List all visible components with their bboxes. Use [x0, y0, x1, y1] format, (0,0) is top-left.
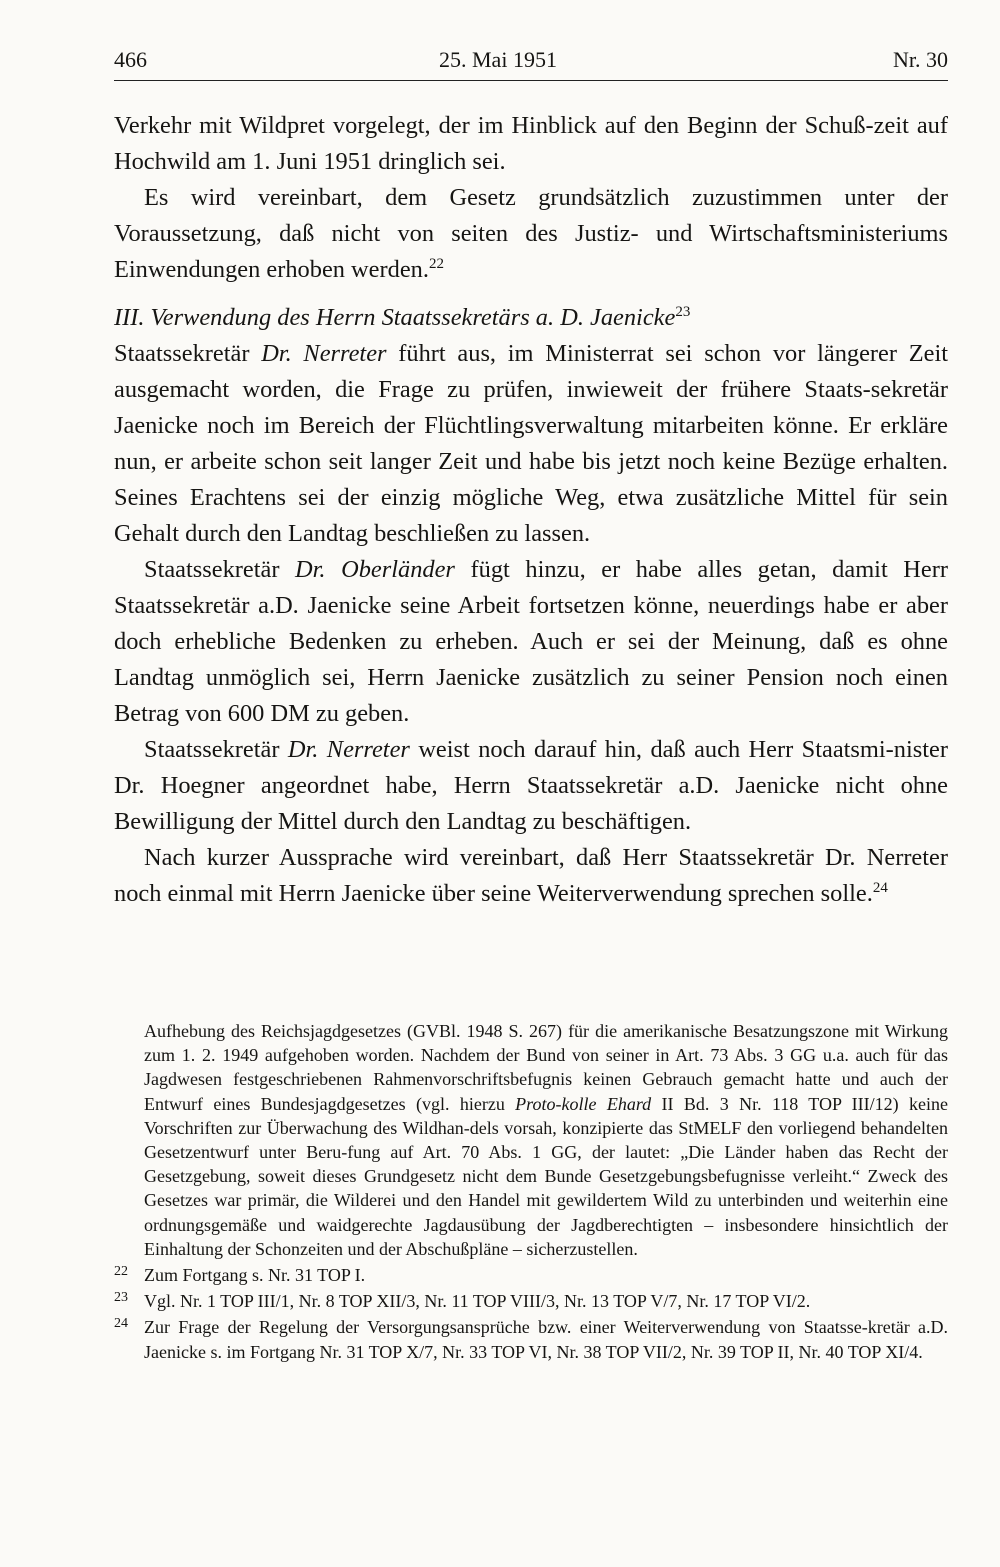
session-date: 25. Mai 1951: [439, 47, 557, 72]
paragraph-6: [114, 840, 948, 912]
footnote-ref-22[interactable]: 22: [428, 256, 444, 272]
paragraph-3: [114, 336, 948, 552]
footnote-23: [114, 1289, 948, 1313]
paragraph-5-lead: Staatssekretär: [144, 736, 288, 763]
paragraph-1-text: Verkehr mit Wildpret vorgelegt, der im Hinblick auf den Beginn der Schuß-zeit auf Hochwild am 1. Juni 1951 dringlich sei.: [114, 112, 948, 175]
footnote-continued-text-b: II Bd. 3 Nr. 118 TOP III/12) keine Vorschriften zur Überwachung des Wildhan-dels vorsah, konzipierte das StMELF den vorliegend behandelten Gesetzentwurf unter Beru-fung auf Art. 70 Abs. 1 GG, der lautet: „Die Länder haben das Recht der Gesetzgebung, soweit dieses Grundgesetz nicht dem Bunde Gesetzgebungsbefugnisse verleiht.“ Zweck des Gesetzes war primär, die Wilderei und den Handel mit gewildertem Wild zu unterbinden und weiterhin eine ordnungsgemäße und waidgerechte Jagdausübung der Jagdberechtigten – insbesondere hinsichtlich der Einhaltung der Schonzeiten und der Abschußpläne – sicherzustellen.: [144, 1093, 948, 1259]
footnote-continued: [144, 1019, 948, 1261]
page-header: [114, 42, 948, 78]
paragraph-6-text: Nach kurzer Aussprache wird vereinbart, daß Herr Staatssekretär Dr. Nerreter noch einmal mit Herrn Jaenicke über seine Weiterverwendung sprechen solle.: [114, 844, 948, 907]
speaker-name: Dr. Nerreter: [287, 736, 410, 763]
document-number: Nr. 30: [893, 47, 948, 72]
footnote-ref-23[interactable]: 23: [675, 304, 691, 320]
footnote-text: Zur Frage der Regelung der Versorgungsansprüche bzw. einer Weiterverwendung von Staatsse-kretär a.D. Jaenicke s. im Fortgang Nr. 31 TOP X/7, Nr. 33 TOP VI, Nr. 38 TOP VII/2, Nr. 39 TOP II, Nr. 40 TOP XI/4.: [144, 1317, 948, 1362]
footnote-text: Zum Fortgang s. Nr. 31 TOP I.: [144, 1265, 366, 1286]
footnote-continued-text-a: Aufhebung des Reichsjagdgesetzes (GVBl. 1948 S. 267) für die amerikanische Besatzungszone mit Wirkung zum 1. 2. 1949 aufgehoben worden. Nachdem der Bund von seiner in Art. 73 Abs. 3 GG u.a. auch für das Jagdwesen festgeschriebenen Rahmenvorschriftsbefugnis keinen Gebrauch gemacht hatte und auch der Entwurf eines Bundesjagdgesetzes (vgl. hierzu: [144, 1021, 948, 1114]
paragraph-3-lead: Staatssekretär: [114, 340, 262, 367]
paragraph-4-lead: Staatssekretär: [144, 556, 296, 583]
speaker-name: Dr. Oberländer: [295, 556, 455, 583]
footnote-22: [114, 1263, 948, 1287]
paragraph-4: [114, 552, 948, 732]
paragraph-2: [114, 180, 948, 288]
footnote-ref-24[interactable]: 24: [872, 880, 888, 896]
footnote-text: Vgl. Nr. 1 TOP III/1, Nr. 8 TOP XII/3, Nr. 11 TOP VIII/3, Nr. 13 TOP V/7, Nr. 17 TOP VI/2.: [144, 1291, 811, 1312]
footnote-24: [114, 1315, 948, 1363]
footnotes: [114, 1019, 948, 1364]
paragraph-2-text: Es wird vereinbart, dem Gesetz grundsätzlich zuzustimmen unter der Voraussetzung, daß nicht von seiten des Justiz- und Wirtschaftsministeriums Einwendungen erhoben werden.: [114, 184, 948, 283]
paragraph-5: [114, 732, 948, 840]
footnote-mark: 22: [114, 1264, 128, 1280]
paragraph-4-text: fügt hinzu, er habe alles getan, damit Herr Staatssekretär a.D. Jaenicke seine Arbeit fortsetzen könne, neuerdings habe er aber doch erhebliche Bedenken zu erheben. Auch er sei der Meinung, daß es ohne Landtag unmöglich sei, Herrn Jaenicke zusätzlich zu seiner Pension noch einen Betrag von 600 DM zu geben.: [114, 556, 948, 727]
paragraph-1: [114, 108, 948, 180]
footnote-mark: 24: [114, 1316, 128, 1332]
agenda-heading: [114, 300, 948, 336]
document-page: [114, 0, 948, 1567]
page-number: 466: [114, 47, 147, 72]
speaker-name: Dr. Nerreter: [261, 340, 387, 367]
paragraph-3-text: führt aus, im Ministerrat sei schon vor längerer Zeit ausgemacht worden, die Frage zu prüfen, inwieweit der frühere Staats-sekretär Jaenicke noch im Bereich der Flüchtlingsverwaltung mitarbeiten könne. Er erkläre nun, er arbeite schon seit langer Zeit und habe bis jetzt noch keine Bezüge erhalten. Seines Erachtens sei der einzig mögliche Weg, etwa zusätzliche Mittel für sein Gehalt durch den Landtag beschließen zu lassen.: [114, 340, 948, 547]
footnote-mark: 23: [114, 1290, 128, 1306]
main-text: [114, 108, 948, 912]
paragraph-5-text: weist noch darauf hin, daß auch Herr Staatsmi-nister Dr. Hoegner angeordnet habe, Herrn Staatssekretär a.D. Jaenicke nicht ohne Bewilligung der Mittel durch den Landtag zu beschäftigen.: [114, 736, 948, 835]
footnote-continued-italic: Proto-kolle Ehard: [515, 1093, 652, 1114]
agenda-heading-text: III. Verwendung des Herrn Staatssekretärs a. D. Jaenicke: [114, 304, 676, 331]
header-rule: [114, 80, 948, 81]
